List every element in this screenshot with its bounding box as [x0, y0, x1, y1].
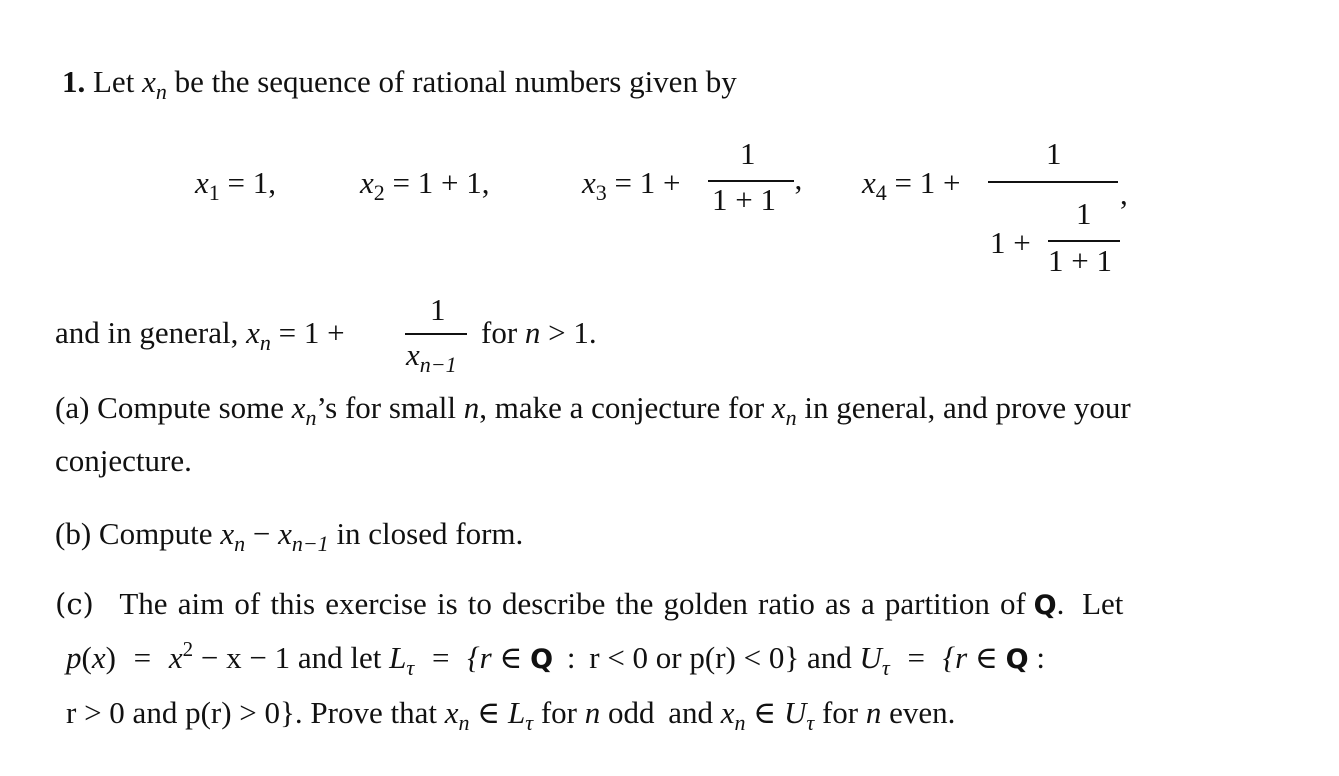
x3-sub: 3 — [595, 180, 607, 205]
c-for1: for — [540, 695, 577, 730]
part-c-line1 — [55, 586, 1123, 622]
x3-eq: = 1 + — [614, 165, 681, 200]
c-U-sub: τ — [806, 710, 815, 735]
part-c-line1-text: The aim of this exercise is to describe the golden ratio as a partition of — [119, 586, 1026, 621]
x4-inner-denominator: 1 + 1 — [1048, 243, 1112, 278]
general-cond-var: n — [524, 315, 541, 350]
seq-x4 — [862, 165, 961, 205]
general-var: x — [246, 315, 260, 350]
part-b-minus: − — [252, 516, 271, 551]
x1-var: x — [195, 165, 209, 200]
seq-x2 — [360, 165, 490, 205]
part-a-sub2: n — [785, 405, 797, 430]
part-a-post: in general, and prove your — [804, 390, 1131, 425]
L-tau: L — [389, 640, 407, 675]
part-a-n: n — [463, 390, 480, 425]
x4-sub: 4 — [875, 180, 887, 205]
rationals-symbol: Q — [1033, 590, 1057, 621]
x4-inner-numerator: 1 — [1076, 196, 1092, 231]
L-eq: = — [432, 640, 450, 675]
x2-var: x — [360, 165, 374, 200]
p-fn: p — [66, 640, 82, 675]
rationals-symbol-3: Q — [1005, 644, 1029, 675]
intro-var: x — [142, 64, 156, 99]
intro-sub: n — [155, 79, 167, 104]
prove-that: . Prove that — [294, 695, 437, 730]
rationals-symbol-2: Q — [530, 644, 554, 675]
c-for2: for — [821, 695, 859, 730]
c-L-sub: τ — [525, 710, 534, 735]
p-x2: x — [168, 640, 183, 675]
part-b-post: in closed form. — [336, 516, 524, 551]
problem-number: 1. — [62, 64, 86, 99]
x4-var: x — [862, 165, 876, 200]
general-den-var: x — [406, 337, 420, 372]
part-c-line2: $p(x) = x^2 - x - 1$ and let $L_\tau = \{r$ ∈ Q : r < 0 or p(r) < 0} and $U_\tau = \{r$ ∈ Q : — [66, 637, 1045, 680]
U-colon: : — [1036, 640, 1045, 675]
general-eq: = 1 + — [278, 315, 345, 350]
general-for: for — [481, 315, 518, 350]
x4-inner-left: 1 + — [990, 225, 1031, 260]
part-a-mid2: , make a conjecture for — [479, 390, 765, 425]
x3-denominator: 1 + 1 — [712, 182, 776, 217]
seq-x1 — [195, 165, 276, 205]
in-symbol: ∈ — [477, 695, 501, 730]
part-a-line1 — [55, 390, 1131, 430]
c-xn: x — [444, 695, 459, 730]
x4-numerator: 1 — [1046, 136, 1062, 171]
part-a-pre: (a) Compute some — [55, 390, 285, 425]
p-sup: 2 — [182, 637, 194, 661]
x4-bar — [988, 181, 1118, 183]
part-b-sub1: n — [234, 531, 246, 556]
general-numerator: 1 — [430, 292, 446, 327]
part-b-var2: x — [278, 516, 292, 551]
part-a-line2: conjecture. — [55, 443, 192, 478]
problem-intro — [62, 64, 737, 104]
c-and: and — [668, 695, 713, 730]
part-a-var: x — [291, 390, 306, 425]
c-xn2-sub: n — [734, 710, 746, 735]
c-n2: n — [865, 695, 882, 730]
part-b-pre: (b) Compute — [55, 516, 213, 551]
x4-inner-bar — [1048, 240, 1120, 242]
intro-pre: Let — [93, 64, 135, 99]
U-tau-sub: τ — [881, 655, 890, 680]
U-condition: r > 0 and p(r) > 0} — [66, 695, 295, 730]
p-arg: x — [91, 640, 106, 675]
c-xn2: x — [720, 695, 735, 730]
x3-var: x — [582, 165, 596, 200]
c-even: even. — [889, 695, 956, 730]
part-c-let: . Let — [1056, 586, 1124, 621]
part-b — [55, 516, 524, 556]
part-a-mid1: ’s for small — [316, 390, 457, 425]
c-n1: n — [584, 695, 601, 730]
L-set-open: {r ∈ — [467, 640, 523, 675]
and-text: and — [806, 640, 852, 675]
general-bar — [405, 333, 467, 335]
p-rest: − x − 1 — [200, 640, 291, 675]
intro-post: be the sequence of rational numbers given by — [174, 64, 737, 99]
part-b-sub2: n−1 — [291, 531, 329, 556]
x4-eq: = 1 + — [894, 165, 961, 200]
general-pre: and in general, — [55, 315, 239, 350]
part-a-var2: x — [771, 390, 786, 425]
x2-rhs: = 1 + 1, — [392, 165, 490, 200]
general-condition — [481, 315, 597, 351]
x1-sub: 1 — [208, 180, 220, 205]
general-formula — [55, 315, 345, 355]
part-c-line3 — [66, 695, 956, 735]
general-den-sub: n−1 — [419, 352, 457, 377]
U-eq: = — [907, 640, 925, 675]
seq-x3 — [582, 165, 681, 205]
x4-trail: , — [1120, 176, 1128, 211]
general-denominator — [406, 337, 457, 377]
L-colon: : — [566, 640, 576, 675]
x2-sub: 2 — [373, 180, 385, 205]
U-tau: U — [859, 640, 882, 675]
c-U: U — [783, 695, 807, 730]
part-b-var1: x — [220, 516, 235, 551]
p-eq: = — [133, 640, 152, 675]
c-odd: odd — [607, 695, 655, 730]
x1-rhs: = 1, — [227, 165, 276, 200]
part-a-sub: n — [305, 405, 317, 430]
x3-trail: ’ — [793, 178, 804, 213]
x3-numerator: 1 — [740, 136, 756, 171]
and-let: and let — [297, 640, 382, 675]
general-sub: n — [259, 330, 271, 355]
in-symbol-2: ∈ — [753, 695, 777, 730]
L-tau-sub: τ — [406, 655, 415, 680]
part-c-label: (c) — [55, 587, 94, 621]
L-condition: r < 0 or p(r) < 0} — [589, 640, 800, 675]
general-cond: > 1. — [548, 315, 597, 350]
c-L: L — [507, 695, 526, 730]
c-xn-sub: n — [458, 710, 470, 735]
U-set-open: {r ∈ — [942, 640, 998, 675]
